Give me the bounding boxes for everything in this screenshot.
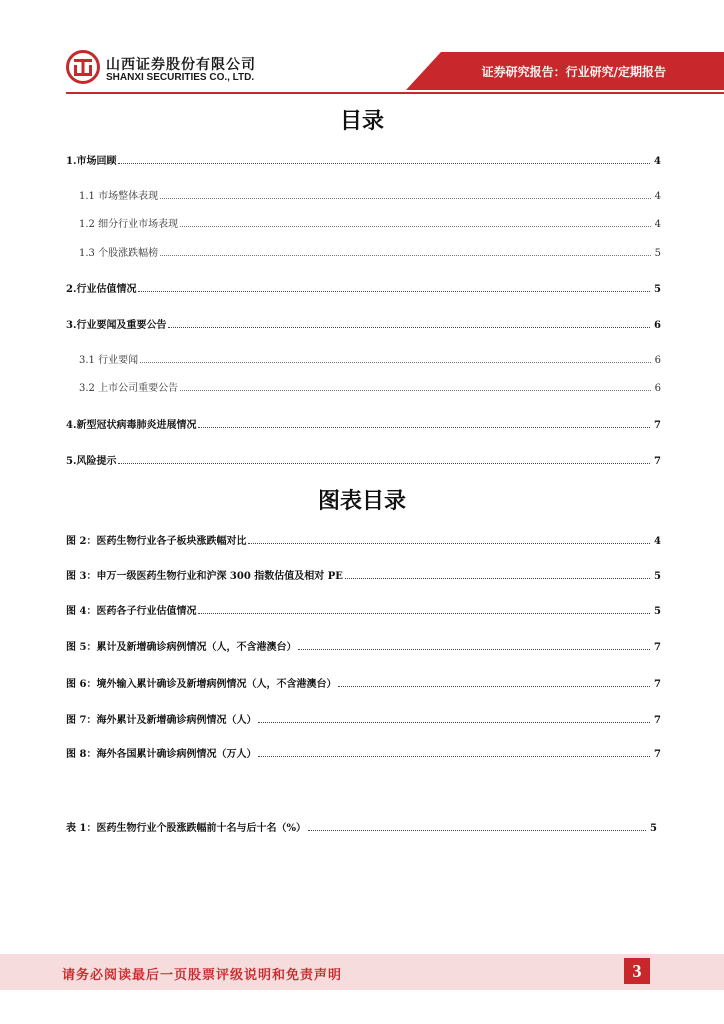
figure-entry-page: 5 [654,606,661,617]
figure-entry-page: 7 [654,715,661,726]
figure-entry-label: 图 5：累计及新增确诊病例情况（人，不含港澳台） [66,642,297,653]
figure-entry[interactable] [66,532,661,547]
page-header [0,0,724,100]
toc-leader-dots [118,153,650,164]
figure-entry-label: 图 3：申万一级医药生物行业和沪深 300 指数估值及相对 PE [66,571,343,582]
toc-entry[interactable] [79,215,661,230]
toc-entry-label: 2.行业估值情况 [66,284,137,295]
table-entry-page: 5 [650,823,657,834]
toc-leader-dots [258,746,650,757]
toc-entry[interactable] [66,316,661,331]
toc-entry-page: 4 [654,191,661,202]
toc-entry[interactable] [66,416,661,431]
figure-entry-page: 4 [654,536,661,547]
figure-entry[interactable] [66,602,661,617]
header-rule [66,92,724,94]
toc-entry-label: 3.1 行业要闻 [79,355,139,366]
figure-entry[interactable] [66,711,661,726]
figure-entry-page: 5 [654,571,661,582]
toc-leader-dots [198,417,650,428]
toc-leader-dots [248,533,650,544]
figure-entry[interactable] [66,745,661,760]
toc-title: 目录 [339,109,384,134]
toc-leader-dots [345,568,650,579]
toc-entry[interactable] [79,187,661,202]
toc-entry[interactable] [66,152,661,167]
toc-entry-page: 6 [654,383,661,394]
company-name-cn: 山西证券股份有限公司 [106,57,256,73]
shanxi-securities-logo-icon [66,50,100,84]
toc-entry-page: 6 [654,320,661,331]
figures-title: 图表目录 [317,489,406,514]
figure-entry[interactable] [66,638,661,653]
table-entry[interactable] [66,819,657,834]
figure-entry-page: 7 [654,642,661,653]
toc-entry-label: 1.3 个股涨跌幅榜 [79,248,159,259]
toc-entry-label: 1.1 市场整体表现 [79,191,159,202]
figure-entry-page: 7 [654,679,661,690]
toc-entry-page: 7 [654,420,661,431]
toc-leader-dots [140,352,651,363]
toc-entry-label: 3.行业要闻及重要公告 [66,320,167,331]
figure-entry-label: 图 7：海外累计及新增确诊病例情况（人） [66,715,257,726]
toc-entry[interactable] [79,379,661,394]
company-name-en: SHANXI SECURITIES CO., LTD. [106,72,255,83]
toc-entry[interactable] [66,280,661,295]
toc-leader-dots [160,188,651,199]
toc-leader-dots [338,676,650,687]
toc-entry[interactable] [66,452,661,467]
toc-entry-label: 5.风险提示 [66,456,117,467]
toc-entry[interactable] [79,351,661,366]
toc-entry-page: 7 [654,456,661,467]
toc-leader-dots [118,453,650,464]
toc-leader-dots [168,317,650,328]
figure-entry[interactable] [66,675,661,690]
toc-leader-dots [258,712,650,723]
disclaimer-notice: 请务必阅读最后一页股票评级说明和免责声明 [62,968,343,983]
toc-leader-dots [180,216,651,227]
toc-leader-dots [138,281,650,292]
figure-entry-label: 图 6：境外输入累计确诊及新增病例情况（人，不含港澳台） [66,679,337,690]
toc-leader-dots [198,603,650,614]
toc-entry-label: 3.2 上市公司重要公告 [79,383,179,394]
figure-entry-label: 图 8：海外各国累计确诊病例情况（万人） [66,749,257,760]
figure-entry-label: 图 4：医药各子行业估值情况 [66,606,197,617]
toc-entry-page: 4 [654,156,661,167]
toc-entry-label: 1.2 细分行业市场表现 [79,219,179,230]
toc-entry-label: 1.市场回顾 [66,156,117,167]
toc-entry-label: 4.新型冠状病毒肺炎进展情况 [66,420,197,431]
figure-entry-label: 图 2：医药生物行业各子板块涨跌幅对比 [66,536,247,547]
toc-entry[interactable] [79,244,661,259]
toc-leader-dots [298,639,650,650]
figure-entry[interactable] [66,567,661,582]
table-entry-label: 表 1：医药生物行业个股涨跌幅前十名与后十名（%） [66,823,306,834]
toc-entry-page: 4 [654,219,661,230]
report-type-label: 证券研究报告：行业研究/定期报告 [481,65,666,79]
toc-entry-page: 6 [654,355,661,366]
toc-leader-dots [308,820,646,831]
toc-leader-dots [160,245,651,256]
toc-entry-page: 5 [654,284,661,295]
figure-entry-page: 7 [654,749,661,760]
toc-entry-page: 5 [654,248,661,259]
page-number: 3 [624,958,650,984]
toc-leader-dots [180,380,651,391]
